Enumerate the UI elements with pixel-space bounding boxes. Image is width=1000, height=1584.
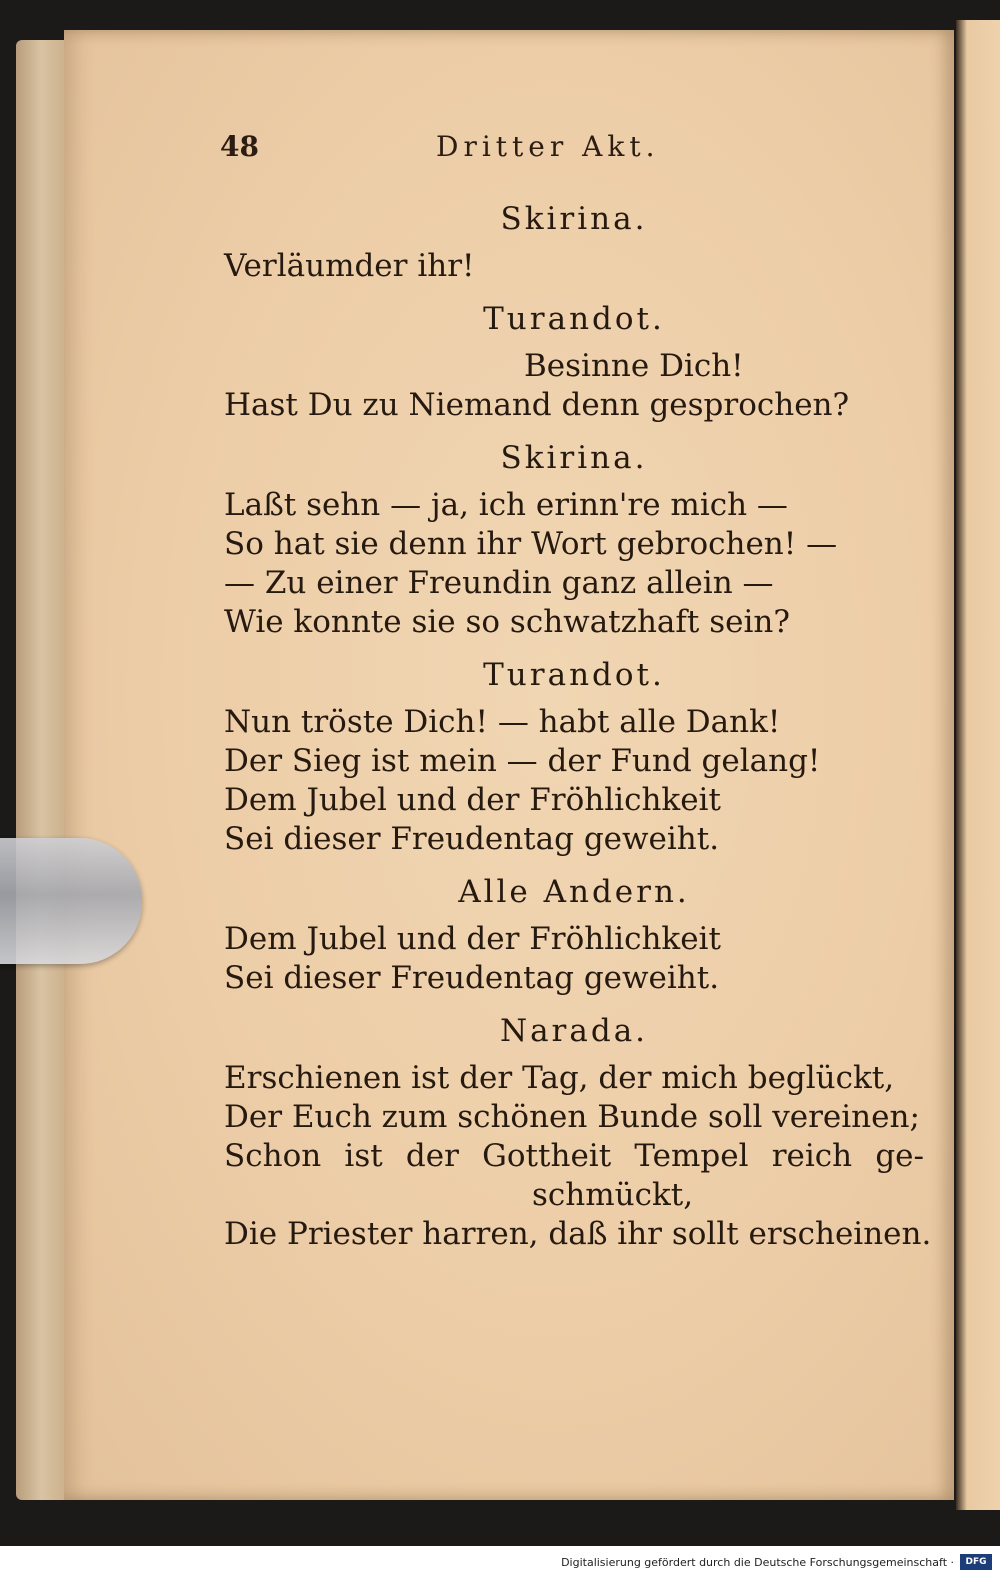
speaker-name: Turandot. (483, 301, 665, 337)
verse-line: Erschienen ist der Tag, der mich beglückt, (224, 1060, 895, 1096)
verse-line: Verläumder ihr! (224, 248, 475, 284)
verse-line: Besinne Dich! (524, 348, 744, 384)
speaker-name: Skirina. (500, 201, 648, 237)
verse-line: Sei dieser Freudentag geweiht. (224, 960, 720, 996)
verse-line: Schon ist der Gottheit Tempel reich ge- (224, 1138, 924, 1174)
facing-page-edge (956, 20, 1000, 1510)
running-head (64, 130, 954, 170)
speaker-name: Narada. (499, 1013, 649, 1049)
speaker-name: Skirina. (500, 440, 648, 476)
speaker-name: Turandot. (483, 657, 665, 693)
plastic-page-clip (0, 838, 142, 964)
verse-line: — Zu einer Freundin ganz allein — (224, 565, 774, 601)
verse-line: Die Priester harren, daß ihr sollt erscheinen. (224, 1216, 932, 1252)
verse-line: Dem Jubel und der Fröhlichkeit (224, 782, 721, 818)
verse-line: Dem Jubel und der Fröhlichkeit (224, 921, 721, 957)
footer-bar (0, 1546, 1000, 1584)
speaker-name: Alle Andern. (458, 874, 690, 910)
verse-line: Nun tröste Dich! — habt alle Dank! (224, 704, 781, 740)
verse-line: Sei dieser Freudentag geweiht. (224, 821, 720, 857)
verse-line: Der Euch zum schönen Bunde soll vereinen; (224, 1099, 920, 1135)
verse-line: Hast Du zu Niemand denn gesprochen? (224, 387, 850, 423)
book-page (64, 30, 954, 1500)
page-number: 48 (220, 130, 259, 163)
verse-line: So hat sie denn ihr Wort gebrochen! — (224, 526, 838, 562)
verse-line: Der Sieg ist mein — der Fund gelang! (224, 743, 821, 779)
dfg-logo-icon: DFG (960, 1554, 992, 1570)
funding-credit: Digitalisierung gefördert durch die Deutsche Forschungsgemeinschaft · (561, 1556, 954, 1569)
verse-line: Wie konnte sie so schwatzhaft sein? (224, 604, 790, 640)
play-text (224, 200, 932, 1254)
verse-line: schmückt, (532, 1177, 694, 1213)
running-title: Dritter Akt. (436, 130, 660, 163)
verse-line: Laßt sehn — ja, ich erinn're mich — (224, 487, 788, 523)
